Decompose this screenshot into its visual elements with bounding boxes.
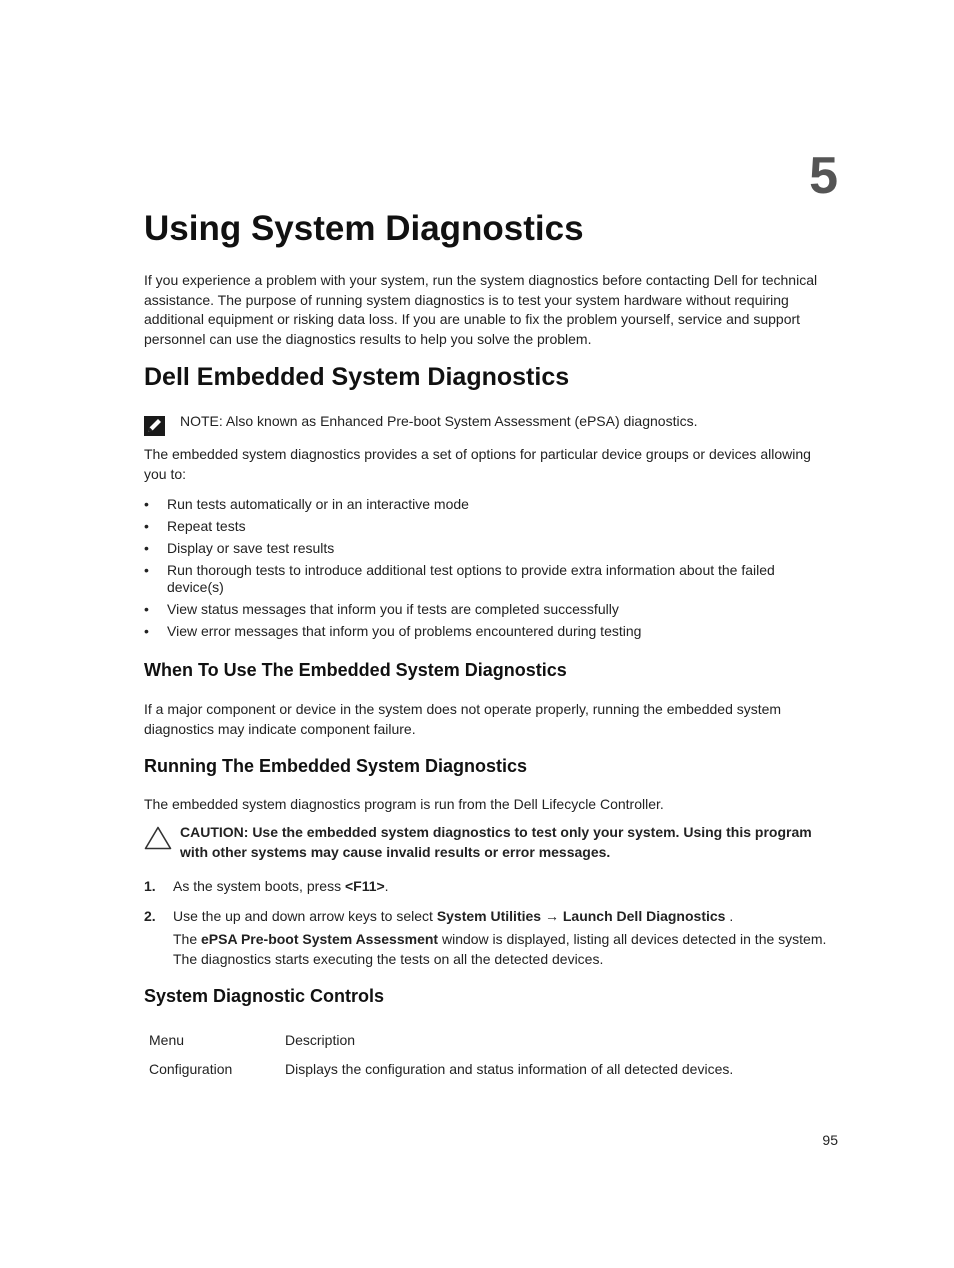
note-pencil-icon xyxy=(144,416,165,436)
note-label: NOTE: xyxy=(180,413,223,429)
step-2-result xyxy=(173,930,833,969)
page-number: 95 xyxy=(822,1132,838,1148)
list-item: • Display or save test results xyxy=(144,540,834,557)
page-title: Using System Diagnostics xyxy=(144,209,584,248)
section2-body: If a major component or device in the system does not operate properly, running the embedded system diagnostics may indicate component failure. xyxy=(144,701,782,737)
section-heading-running: Running The Embedded System Diagnostics xyxy=(144,756,528,776)
table-header-menu: Menu xyxy=(149,1032,185,1048)
section3-body: The embedded system diagnostics program is run from the Dell Lifecycle Controller. xyxy=(144,796,664,812)
arrow-glyph: → xyxy=(541,908,563,924)
note-body: Also known as Enhanced Pre-boot System Assessment (ePSA) diagnostics. xyxy=(225,413,698,429)
section1-body: The embedded system diagnostics provides a set of options for particular device groups or devices allowing you to: xyxy=(144,446,811,482)
chapter-number: 5 xyxy=(809,147,838,205)
table-cell-description: Displays the configuration and status information of all detected devices. xyxy=(285,1061,734,1077)
step-number-2: 2. xyxy=(144,908,156,924)
caution-text: CAUTION: Use the embedded system diagnostics to test only your system. Using this program with other systems may cause invalid results or error messages. xyxy=(180,824,812,860)
section-heading-when-to-use: When To Use The Embedded System Diagnostics xyxy=(144,660,567,680)
list-item: • Run tests automatically or in an interactive mode xyxy=(144,496,834,513)
system-utilities-label: System Utilities xyxy=(436,908,542,924)
step-1-end: . xyxy=(384,878,389,894)
step-2-result-end: window is displayed, listing all devices detected in the system. The diagnostics starts executing the tests on all the detected devices. xyxy=(173,931,827,967)
options-list xyxy=(144,496,834,645)
list-item: • Run thorough tests to introduce additional test options to provide extra information about the failed device(s) xyxy=(144,562,834,595)
table-header-description: Description xyxy=(285,1032,356,1048)
step-2-result-start: The xyxy=(173,931,202,947)
table-cell-menu: Configuration xyxy=(149,1061,233,1077)
step-2 xyxy=(173,907,833,927)
f11-key: <F11> xyxy=(344,878,385,894)
step-2-text: Use the up and down arrow keys to select xyxy=(173,908,437,924)
step-1 xyxy=(173,877,833,897)
section-heading-embedded-diagnostics: Dell Embedded System Diagnostics xyxy=(144,363,570,391)
caution-triangle-icon xyxy=(144,826,172,850)
section-heading-controls: System Diagnostic Controls xyxy=(144,986,385,1006)
note-text xyxy=(180,412,830,432)
intro-paragraph: If you experience a problem with your system, run the system diagnostics before contacting Dell for technical assistance. The purpose of running system diagnostics is to test your system hardware without requiring additional equipment or risking data loss. If you are unable to fix the problem yourself, service and support personnel can use the diagnostics results to help you solve the problem. xyxy=(144,272,818,347)
step-2-end: . xyxy=(725,908,734,924)
launch-diagnostics-label: Launch Dell Diagnostics xyxy=(562,908,726,924)
list-item: • View status messages that inform you if tests are completed successfully xyxy=(144,601,834,618)
epsa-window-label: ePSA Pre-boot System Assessment xyxy=(201,931,439,947)
list-item: • View error messages that inform you of problems encountered during testing xyxy=(144,623,834,640)
step-number-1: 1. xyxy=(144,878,156,894)
step-1-text: As the system boots, press xyxy=(173,878,345,894)
list-item: • Repeat tests xyxy=(144,518,834,535)
